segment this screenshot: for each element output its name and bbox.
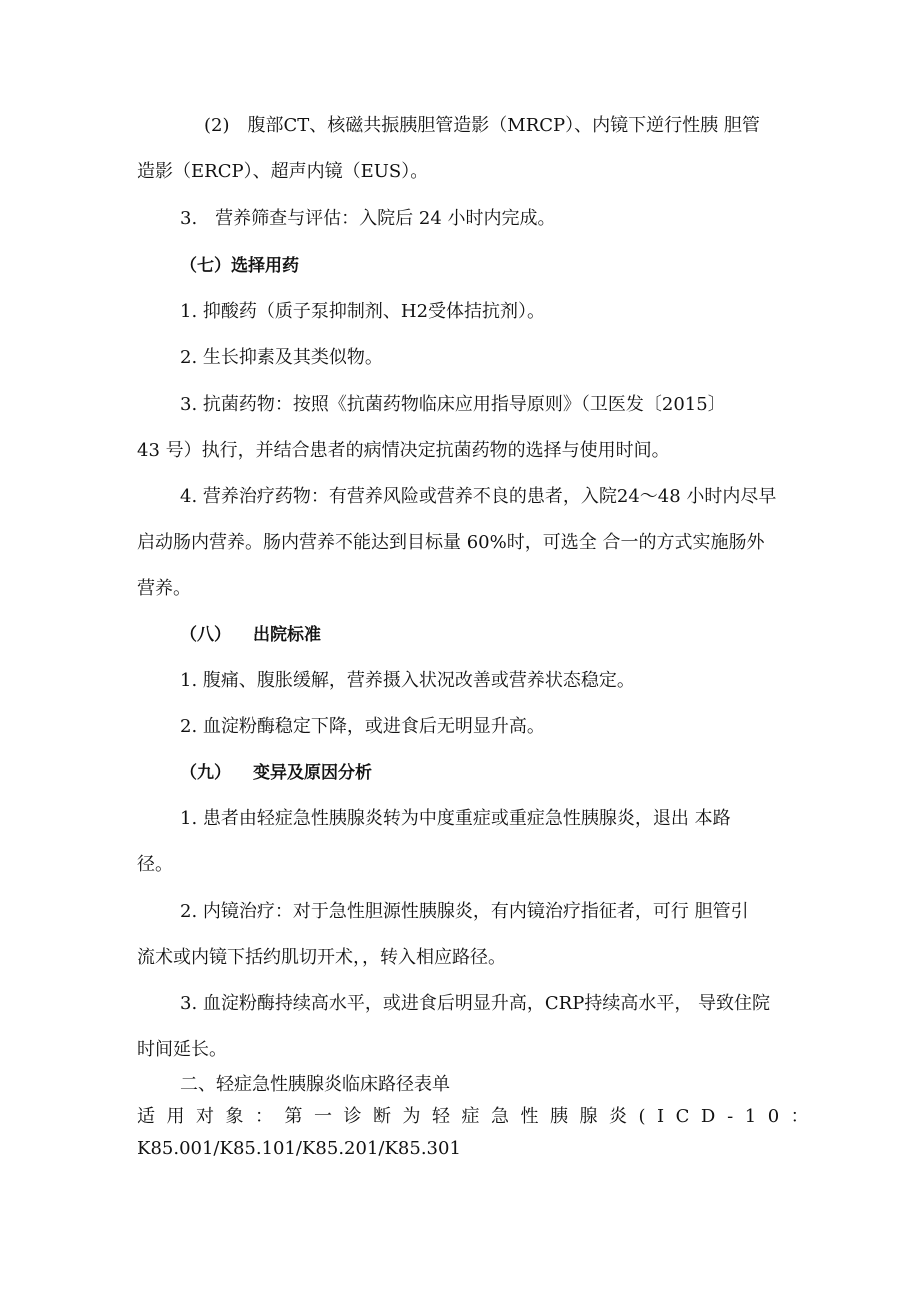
paragraph-s7-item3-line1: 3. 抗菌药物：按照《抗菌药物临床应用指导原则》（卫医发〔2015〕 [180, 394, 726, 415]
paragraph-s7-item3-line2: 43 号）执行，并结合患者的病情决定抗菌药物的选择与使用时间。 [137, 440, 670, 461]
paragraph-s9-item1-line1: 1. 患者由轻症急性胰腺炎转为中度重症或重症急性胰腺炎，退出 本路 [180, 808, 731, 829]
section-heading-9 [180, 761, 372, 785]
section-heading-9-number: （九） [180, 763, 231, 783]
paragraph-s7-item4-line2: 启动肠内营养。肠内营养不能达到目标量 60%时，可选全 合一的方式实施肠外 [137, 532, 765, 553]
paragraph-s8-item1: 1. 腹痛、腹胀缓解，营养摄入状况改善或营养状态稳定。 [180, 670, 635, 691]
paragraph-s9-item3-line2: 时间延长。 [137, 1039, 227, 1060]
paragraph-s9-item2-line2: 流术或内镜下括约肌切开术，，转入相应路径。 [137, 947, 506, 968]
paragraph-s7-item4-line1: 4. 营养治疗药物：有营养风险或营养不良的患者，入院24～48 小时内尽早 [180, 486, 777, 507]
section-heading-8-title: 出院标准 [253, 625, 321, 645]
section-heading-8-number: （八） [180, 625, 231, 645]
paragraph-s7-item2: 2. 生长抑素及其类似物。 [180, 347, 383, 368]
section-heading-8 [180, 623, 321, 647]
paragraph-s6-item3: 3. 营养筛查与评估：入院后 24 小时内完成。 [180, 208, 556, 229]
paragraph-s6-item2-line2: 造影（ERCP）、超声内镜（EUS）。 [137, 161, 429, 182]
section-heading-9-title: 变异及原因分析 [253, 763, 372, 783]
applies-to-line2: K85.001/K85.101/K85.201/K85.301 [137, 1138, 461, 1159]
section-heading-7: （七）选择用药 [180, 256, 299, 276]
paragraph-s9-item3-line1: 3. 血淀粉酶持续高水平，或进食后明显升高，CRP持续高水平， 导致住院 [180, 993, 771, 1014]
paragraph-s9-item1-line2: 径。 [137, 854, 173, 875]
paragraph-s9-item2-line1: 2. 内镜治疗：对于急性胆源性胰腺炎，有内镜治疗指征者，可行 胆管引 [180, 901, 749, 922]
part-heading-2: 二、轻症急性胰腺炎临床路径表单 [180, 1074, 450, 1095]
paragraph-s8-item2: 2. 血淀粉酶稳定下降，或进食后无明显升高。 [180, 716, 545, 737]
paragraph-s6-item2-line1: (2) 腹部CT、核磁共振胰胆管造影（MRCP）、内镜下逆行性胰 胆管 [204, 115, 760, 136]
applies-to-line1: 适用对象：第一诊断为轻症急性胰腺炎(ICD-10： [137, 1106, 821, 1127]
paragraph-s7-item1: 1. 抑酸药（质子泵抑制剂、H2受体拮抗剂）。 [180, 301, 546, 322]
paragraph-s7-item4-line3: 营养。 [137, 578, 191, 599]
